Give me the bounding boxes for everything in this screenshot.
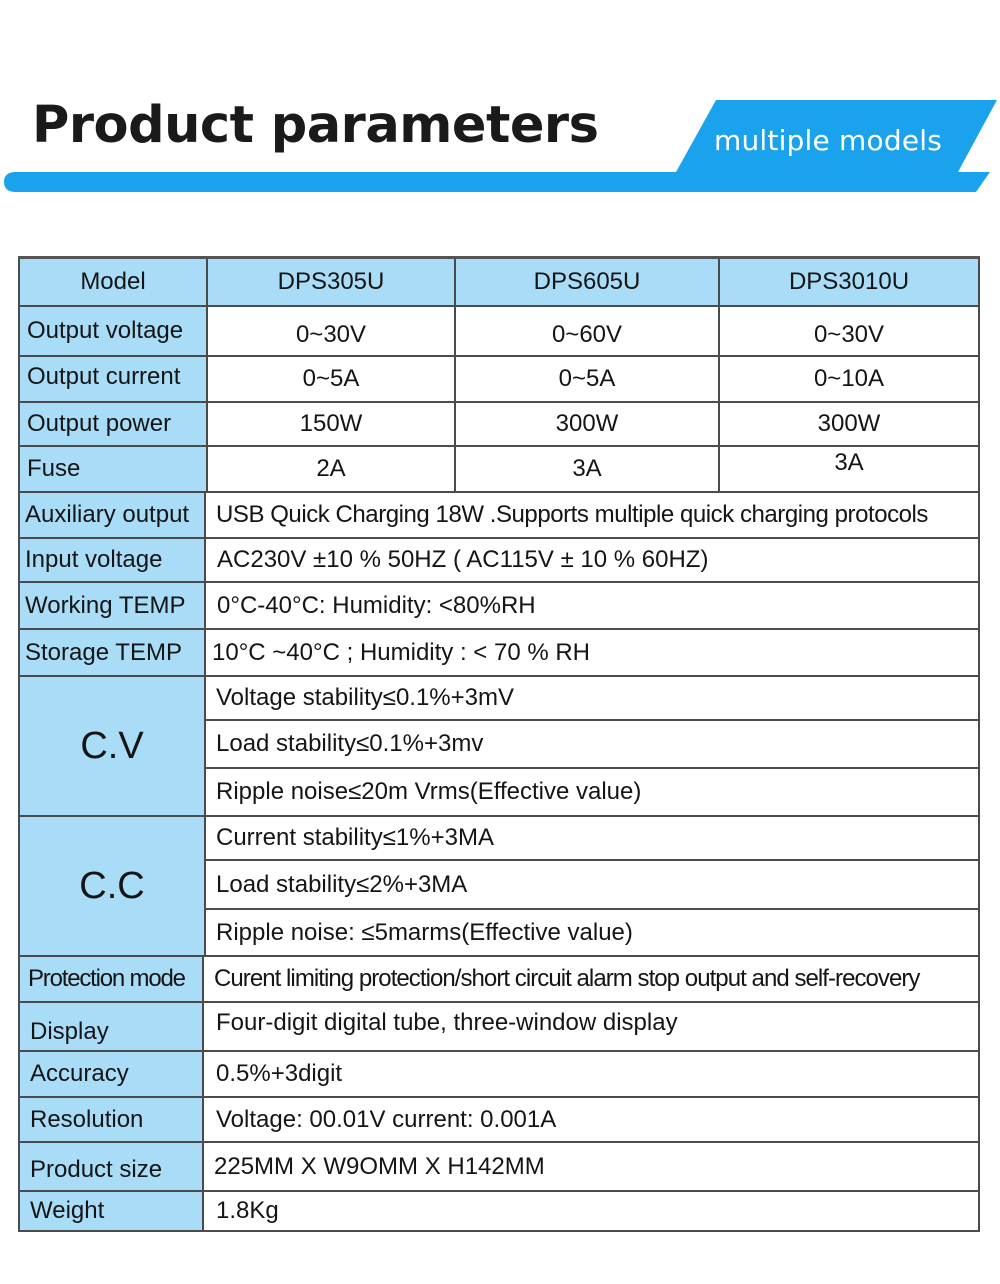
cell-value: 0.5%+3digit	[204, 1052, 980, 1098]
cc-item: Current stability≤1%+3MA	[206, 817, 980, 861]
cell-value: 225MM X W9OMM X H142MM	[204, 1143, 980, 1192]
cell-value: 300W	[720, 403, 980, 447]
cv-label: C.V	[18, 677, 206, 817]
row-label-weight: Weight	[18, 1192, 204, 1232]
cell-value: 1.8Kg	[204, 1192, 980, 1232]
row-label-input-voltage: Input voltage	[18, 539, 206, 583]
cell-value: 3A	[720, 447, 980, 493]
row-label-product-size: Product size	[18, 1143, 204, 1192]
cv-item: Voltage stability≤0.1%+3mV	[206, 677, 980, 721]
cell-value: 10°C ~40°C ; Humidity : < 70 % RH	[206, 630, 980, 677]
row-label-working-temp: Working TEMP	[18, 583, 206, 630]
row-label-output-current: Output current	[18, 357, 208, 403]
cell-value: 0~30V	[208, 307, 456, 357]
cv-item: Load stability≤0.1%+3mv	[206, 721, 980, 769]
page-title: Product parameters	[32, 96, 599, 155]
cc-item: Ripple noise: ≤5marms(Effective value)	[206, 910, 980, 957]
cell-value: 0~5A	[208, 357, 456, 403]
cell-value: 0~10A	[720, 357, 980, 403]
cell-value: Voltage: 00.01V current: 0.001A	[204, 1098, 980, 1143]
models-badge: multiple models	[714, 124, 943, 157]
cell-value: Curent limiting protection/short circuit alarm stop output and self-recovery	[204, 957, 980, 1003]
cell-value: 150W	[208, 403, 456, 447]
header-dps305u: DPS305U	[208, 259, 456, 307]
cell-value: Four-digit digital tube, three-window display	[204, 1003, 980, 1052]
row-label-resolution: Resolution	[18, 1098, 204, 1143]
banner-stripe	[4, 172, 990, 192]
header-model: Model	[18, 259, 208, 307]
cell-value: 0~30V	[720, 307, 980, 357]
cell-value: AC230V ±10 % 50HZ ( AC115V ± 10 % 60HZ)	[206, 539, 980, 583]
row-label-output-power: Output power	[18, 403, 208, 447]
cc-label: C.C	[18, 817, 206, 957]
cell-value: 0~60V	[456, 307, 720, 357]
row-label-protection-mode: Protection mode	[18, 957, 204, 1003]
cell-value: 2A	[208, 447, 456, 493]
cell-value: 300W	[456, 403, 720, 447]
row-label-storage-temp: Storage TEMP	[18, 630, 206, 677]
row-label-accuracy: Accuracy	[18, 1052, 204, 1098]
cell-value: USB Quick Charging 18W .Supports multiple quick charging protocols	[206, 493, 980, 539]
row-label-auxiliary-output: Auxiliary output	[18, 493, 206, 539]
row-label-fuse: Fuse	[18, 447, 208, 493]
cell-value: 3A	[456, 447, 720, 493]
cell-value: 0~5A	[456, 357, 720, 403]
row-label-output-voltage: Output voltage	[18, 307, 208, 357]
row-label-display: Display	[18, 1003, 204, 1052]
cv-item: Ripple noise≤20m Vrms(Effective value)	[206, 769, 980, 817]
header-dps605u: DPS605U	[456, 259, 720, 307]
header-dps3010u: DPS3010U	[720, 259, 980, 307]
cell-value: 0°C-40°C: Humidity: <80%RH	[206, 583, 980, 630]
cc-item: Load stability≤2%+3MA	[206, 861, 980, 910]
